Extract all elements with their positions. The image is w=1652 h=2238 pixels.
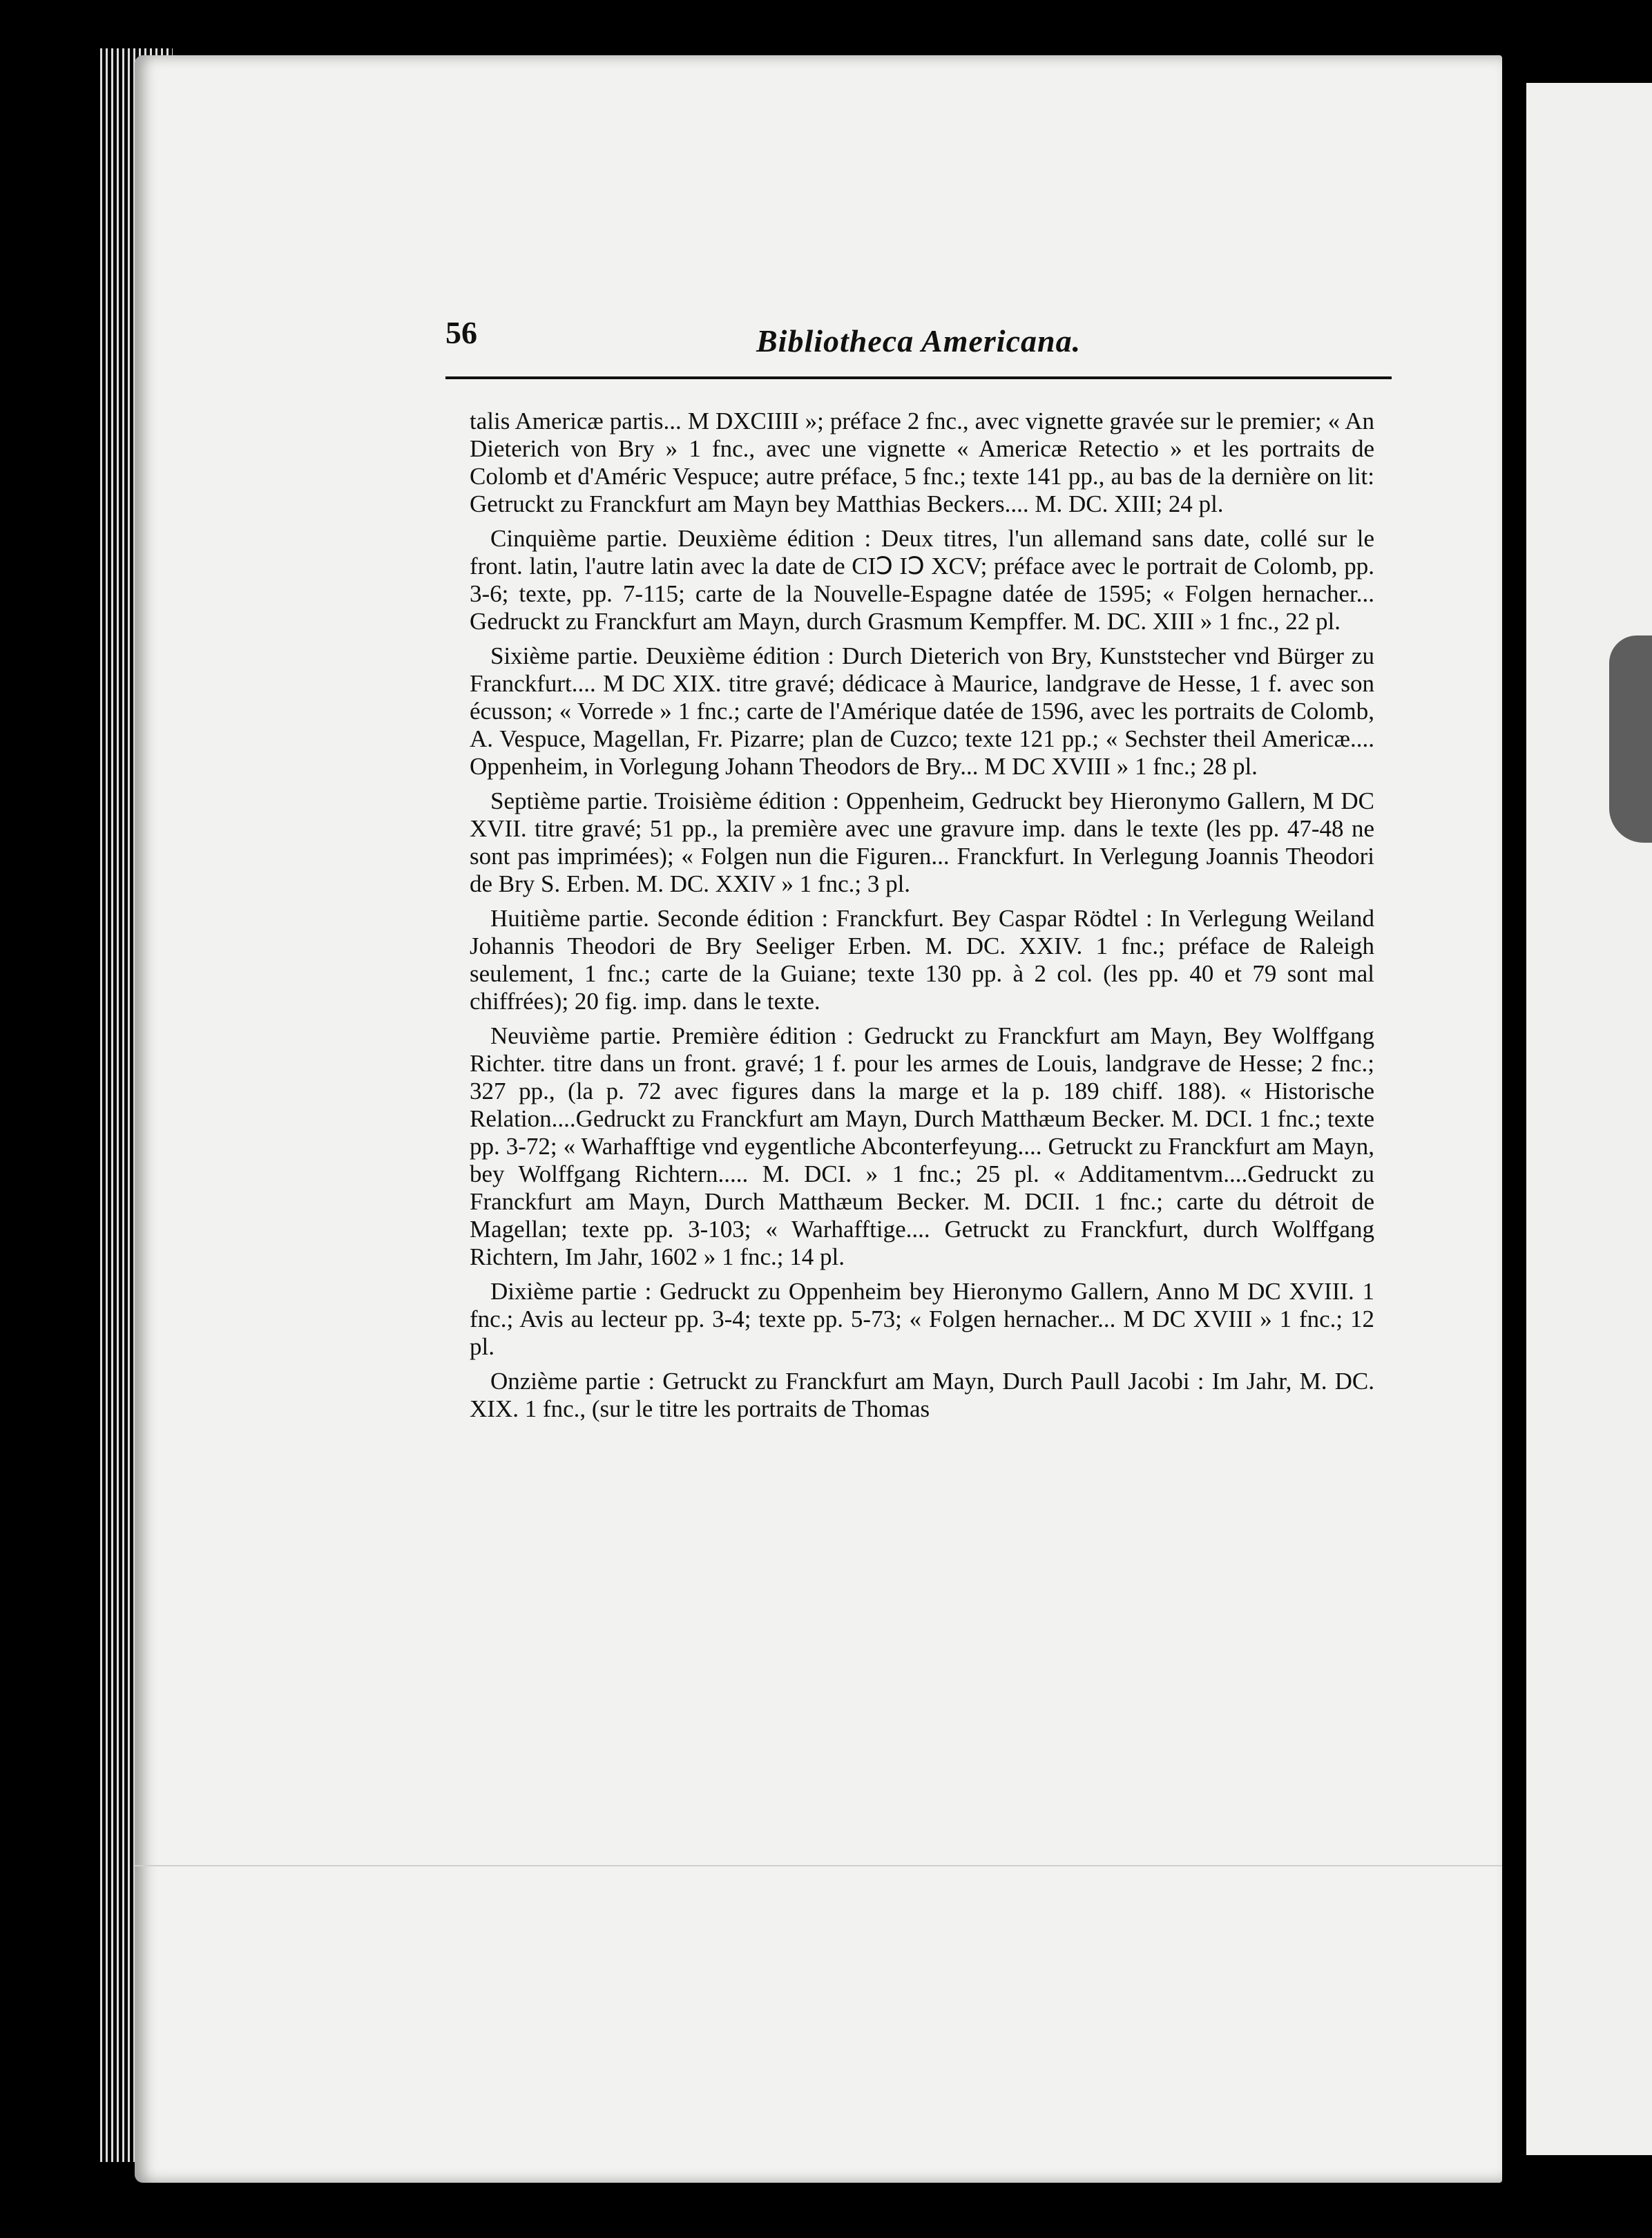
header-rule [445, 376, 1392, 379]
facing-page-strip [1526, 83, 1652, 2155]
paragraph-sixieme-partie: Sixième partie. Deuxième édition : Durch Dieterich von Bry, Kunststecher vnd Bürger zu Franckfurt.... M DC XIX. titre gravé; dédicace à Maurice, landgrave de Hesse, 1 f. avec son écusson; « Vorrede » 1 fnc.; carte de l'Amérique datée de 1596, avec les portraits de Colomb, A. Vespuce, Magellan, Fr. Pizarre; plan de Cuzco; texte 121 pp.; « Sechster theil Americæ.... Oppenheim, in Vorlegung Johann Theodors de Bry... M DC XVIII » 1 fnc.; 28 pl. [470, 642, 1374, 780]
paragraph-huitieme-partie: Huitième partie. Seconde édition : Franckfurt. Bey Caspar Rödtel : In Verlegung Weiland Johannis Theodori de Bry Seeliger Erben. M. DC. XXIV. 1 fnc.; préface de Raleigh seulement, 1 fnc.; carte de la Guiane; texte 130 pp. à 2 col. (les pp. 40 et 79 sont mal chiffrées); 20 fig. imp. dans le texte. [470, 905, 1374, 1015]
page-number: 56 [445, 315, 477, 350]
paragraph-septieme-partie: Septième partie. Troisième édition : Oppenheim, Gedruckt bey Hieronymo Gallern, M DC XVII. titre gravé; 51 pp., la première avec une gravure imp. dans le texte (les pp. 47-48 ne sont pas imprimées); « Folgen nun die Figuren... Franckfurt. In Verlegung Joannis Theodori de Bry S. Erben. M. DC. XXIV » 1 fnc.; 3 pl. [470, 787, 1374, 897]
paragraph-neuvieme-partie: Neuvième partie. Première édition : Gedruckt zu Franckfurt am Mayn, Bey Wolffgang Richter. titre dans un front. gravé; 1 f. pour les armes de Louis, landgrave de Hesse; 2 fnc.; 327 pp., (la p. 72 avec figures dans la marge et la p. 189 chiff. 188). « Historische Relation....Gedruckt zu Franckfurt am Mayn, Durch Matthæum Becker. M. DCI. 1 fnc.; texte pp. 3-72; « Warhafftige vnd eygentliche Abconterfeyung.... Getruckt zu Franckfurt am Mayn, bey Wolffgang Richtern..... M. DCI. » 1 fnc.; 25 pl. « Additamentvm....Gedruckt zu Franckfurt am Mayn, Durch Matthæum Becker. M. DCII. 1 fnc.; carte du détroit de Magellan; texte pp. 3-103; « Warhafftige.... Getruckt zu Franckfurt, durch Wolffgang Richtern, Im Jahr, 1602 » 1 fnc.; 14 pl. [470, 1022, 1374, 1270]
paragraph-continuation: talis Americæ partis... M DXCIIII »; préface 2 fnc., avec vignette gravée sur le premier; « An Dieterich von Bry » 1 fnc., avec une vignette « Americæ Retectio » et les portraits de Colomb et d'Améric Vespuce; autre préface, 5 fnc.; texte 141 pp., au bas de la dernière on lit: Getruckt zu Franckfurt am Mayn bey Matthias Beckers.... M. DC. XIII; 24 pl. [470, 408, 1374, 517]
paragraph-onzieme-partie: Onzième partie : Getruckt zu Franckfurt am Mayn, Durch Paull Jacobi : Im Jahr, M. DC. XIX. 1 fnc., (sur le titre les portraits de Thomas [470, 1368, 1374, 1422]
running-title: Bibliotheca Americana. [756, 323, 1082, 358]
facing-page-stain [1609, 635, 1652, 843]
page-fold-line [135, 1865, 1502, 1866]
paragraph-dixieme-partie: Dixième partie : Gedruckt zu Oppenheim bey Hieronymo Gallern, Anno M DC XVIII. 1 fnc.; Avis au lecteur pp. 3-4; texte pp. 5-73; « Folgen hernacher... M DC XVIII » 1 fnc.; 12 pl. [470, 1278, 1374, 1360]
bibliography-text [470, 408, 1374, 1837]
paragraph-cinquieme-partie: Cinquième partie. Deuxième édition : Deux titres, l'un allemand sans date, collé sur le front. latin, l'autre latin avec la date de CIↃ IↃ XCV; préface avec le portrait de Colomb, pp. 3-6; texte, pp. 7-115; carte de la Nouvelle-Espagne datée de 1595; « Folgen hernacher... Gedruckt zu Franckfurt am Mayn, durch Grasmum Kempffer. M. DC. XIII » 1 fnc., 22 pl. [470, 525, 1374, 635]
page-header [445, 307, 1392, 376]
